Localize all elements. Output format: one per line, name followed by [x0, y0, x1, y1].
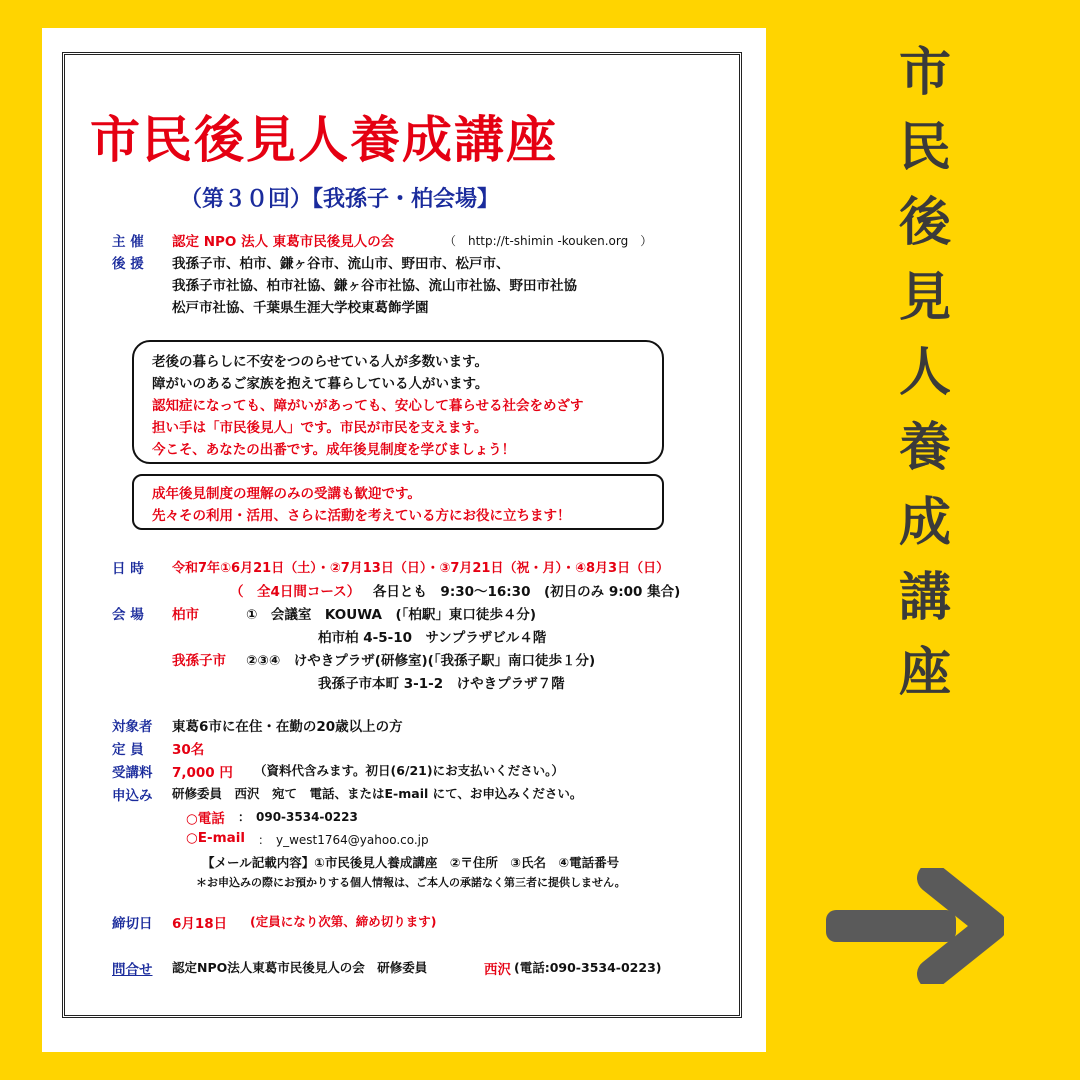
intro-line: 老後の暮らしに不安をつのらせている人が多数います。: [152, 354, 489, 370]
contact-tel: (電話:090-3534-0223): [514, 960, 662, 975]
support-line: 我孫子市社協、柏市社協、鎌ヶ谷市社協、流山市社協、野田市社協: [172, 278, 577, 294]
welcome-line: 成年後見制度の理解のみの受講も歓迎です。: [152, 486, 421, 502]
venue-kashiwa-address: 柏市柏 4-5-10 サンプラザビル４階: [318, 630, 547, 646]
side-char: 民: [898, 118, 951, 178]
side-char: 後: [898, 193, 951, 253]
venue-abiko-address: 我孫子市本町 3-1-2 けやきプラザ７階: [318, 676, 565, 692]
flyer-subtitle: （第３０回）【我孫子・柏会場】: [180, 187, 500, 212]
deadline-date: 6月18日: [172, 916, 228, 932]
intro-line: 認知症になっても、障がいがあっても、安心して暮らせる社会をめざす: [152, 398, 584, 414]
schedule-dates: [172, 557, 669, 576]
fee-amount: 7,000 円: [172, 765, 233, 781]
capacity-label: 定 員: [112, 742, 144, 758]
contact-text: 認定NPO法人東葛市民後見人の会 研修委員: [172, 960, 428, 975]
venue-kashiwa-city: 柏市: [172, 607, 199, 623]
apply-tel-label: ○電話: [186, 811, 225, 827]
side-char: 講: [898, 568, 951, 628]
intro-line: 今こそ、あなたの出番です。成年後見制度を学びましょう！: [152, 442, 516, 458]
right-arrow-icon[interactable]: [822, 868, 1004, 984]
contact-name: 西沢: [484, 962, 511, 978]
support-line: 松戸市社協、千葉県生涯大学校東葛飾学園: [172, 300, 429, 316]
fee-label: 受講料: [112, 765, 153, 781]
sponsor-url: （ http://t-shimin -kouken.org ）: [444, 234, 653, 248]
side-vertical-title: [870, 36, 980, 711]
apply-privacy: ＊お申込みの際にお預かりする個人情報は、ご本人の承諾なく第三者に提供しません。: [196, 876, 626, 889]
apply-content: 【メール記載内容】①市民後見人養成講座 ②〒住所 ③氏名 ④電話番号: [202, 855, 620, 870]
side-char: 市: [898, 43, 951, 103]
target-text: 東葛6市に在住・在勤の20歳以上の方: [172, 719, 403, 735]
deadline-label: 締切日: [112, 916, 153, 932]
welcome-line: 先々その利用・活用、さらに活動を考えている方にお役に立ちます！: [152, 508, 571, 524]
schedule-course: （ 全4日間コース）: [230, 584, 361, 600]
schedule-time: 各日とも 9:30～16:30 (初日のみ 9:00 集合): [372, 584, 681, 600]
sponsor-org: 認定 NPO 法人 東葛市民後見人の会: [172, 234, 395, 250]
side-char: 養: [898, 418, 951, 478]
contact-label: 問合せ: [112, 962, 153, 978]
side-char: 人: [898, 343, 951, 403]
apply-mail-label: ○E-mail: [186, 830, 246, 846]
side-char: 見: [898, 268, 951, 328]
venue-label: 会 場: [112, 607, 144, 623]
support-line: 我孫子市、柏市、鎌ヶ谷市、流山市、野田市、松戸市、: [172, 256, 510, 272]
intro-box: [132, 340, 664, 464]
intro-line: 障がいのあるご家族を抱えて暮らしている人がいます。: [152, 376, 489, 392]
capacity-text: 30名: [172, 742, 205, 758]
target-label: 対象者: [112, 719, 153, 735]
apply-label: 申込み: [112, 788, 153, 804]
venue-abiko-line: ②③④ けやきプラザ(研修室)(「我孫子駅」南口徒歩１分): [246, 653, 596, 669]
apply-mail: ： y_west1764@yahoo.co.jp: [258, 833, 429, 847]
apply-tel: ： 090-3534-0223: [238, 810, 358, 824]
deadline-note: (定員になり次第、締め切ります): [250, 914, 437, 929]
flyer-title: 市民後見人養成講座: [90, 110, 558, 169]
side-char: 座: [898, 643, 951, 703]
schedule-course-row: [230, 580, 680, 600]
apply-text: 研修委員 西沢 宛て 電話、またはE-mail にて、お申込みください。: [172, 786, 583, 801]
side-char: 成: [898, 493, 951, 553]
intro-line: 担い手は「市民後見人」です。市民が市民を支えます。: [152, 420, 488, 436]
schedule-dates-text: 令和7年①6月21日（土）・②7月13日（日）・③7月21日（祝・月）・④8月3日（日）: [172, 561, 670, 576]
schedule-label: 日 時: [112, 561, 144, 577]
sponsor-label: 主 催: [112, 234, 144, 250]
venue-kashiwa-line: ① 会議室 KOUWA (「柏駅」東口徒歩４分): [246, 607, 537, 623]
support-label: 後 援: [112, 256, 144, 272]
fee-note: （資料代含みます。初日(6/21)にお支払いください。）: [254, 763, 564, 778]
venue-abiko-city: 我孫子市: [172, 653, 226, 669]
welcome-box: [132, 474, 664, 530]
